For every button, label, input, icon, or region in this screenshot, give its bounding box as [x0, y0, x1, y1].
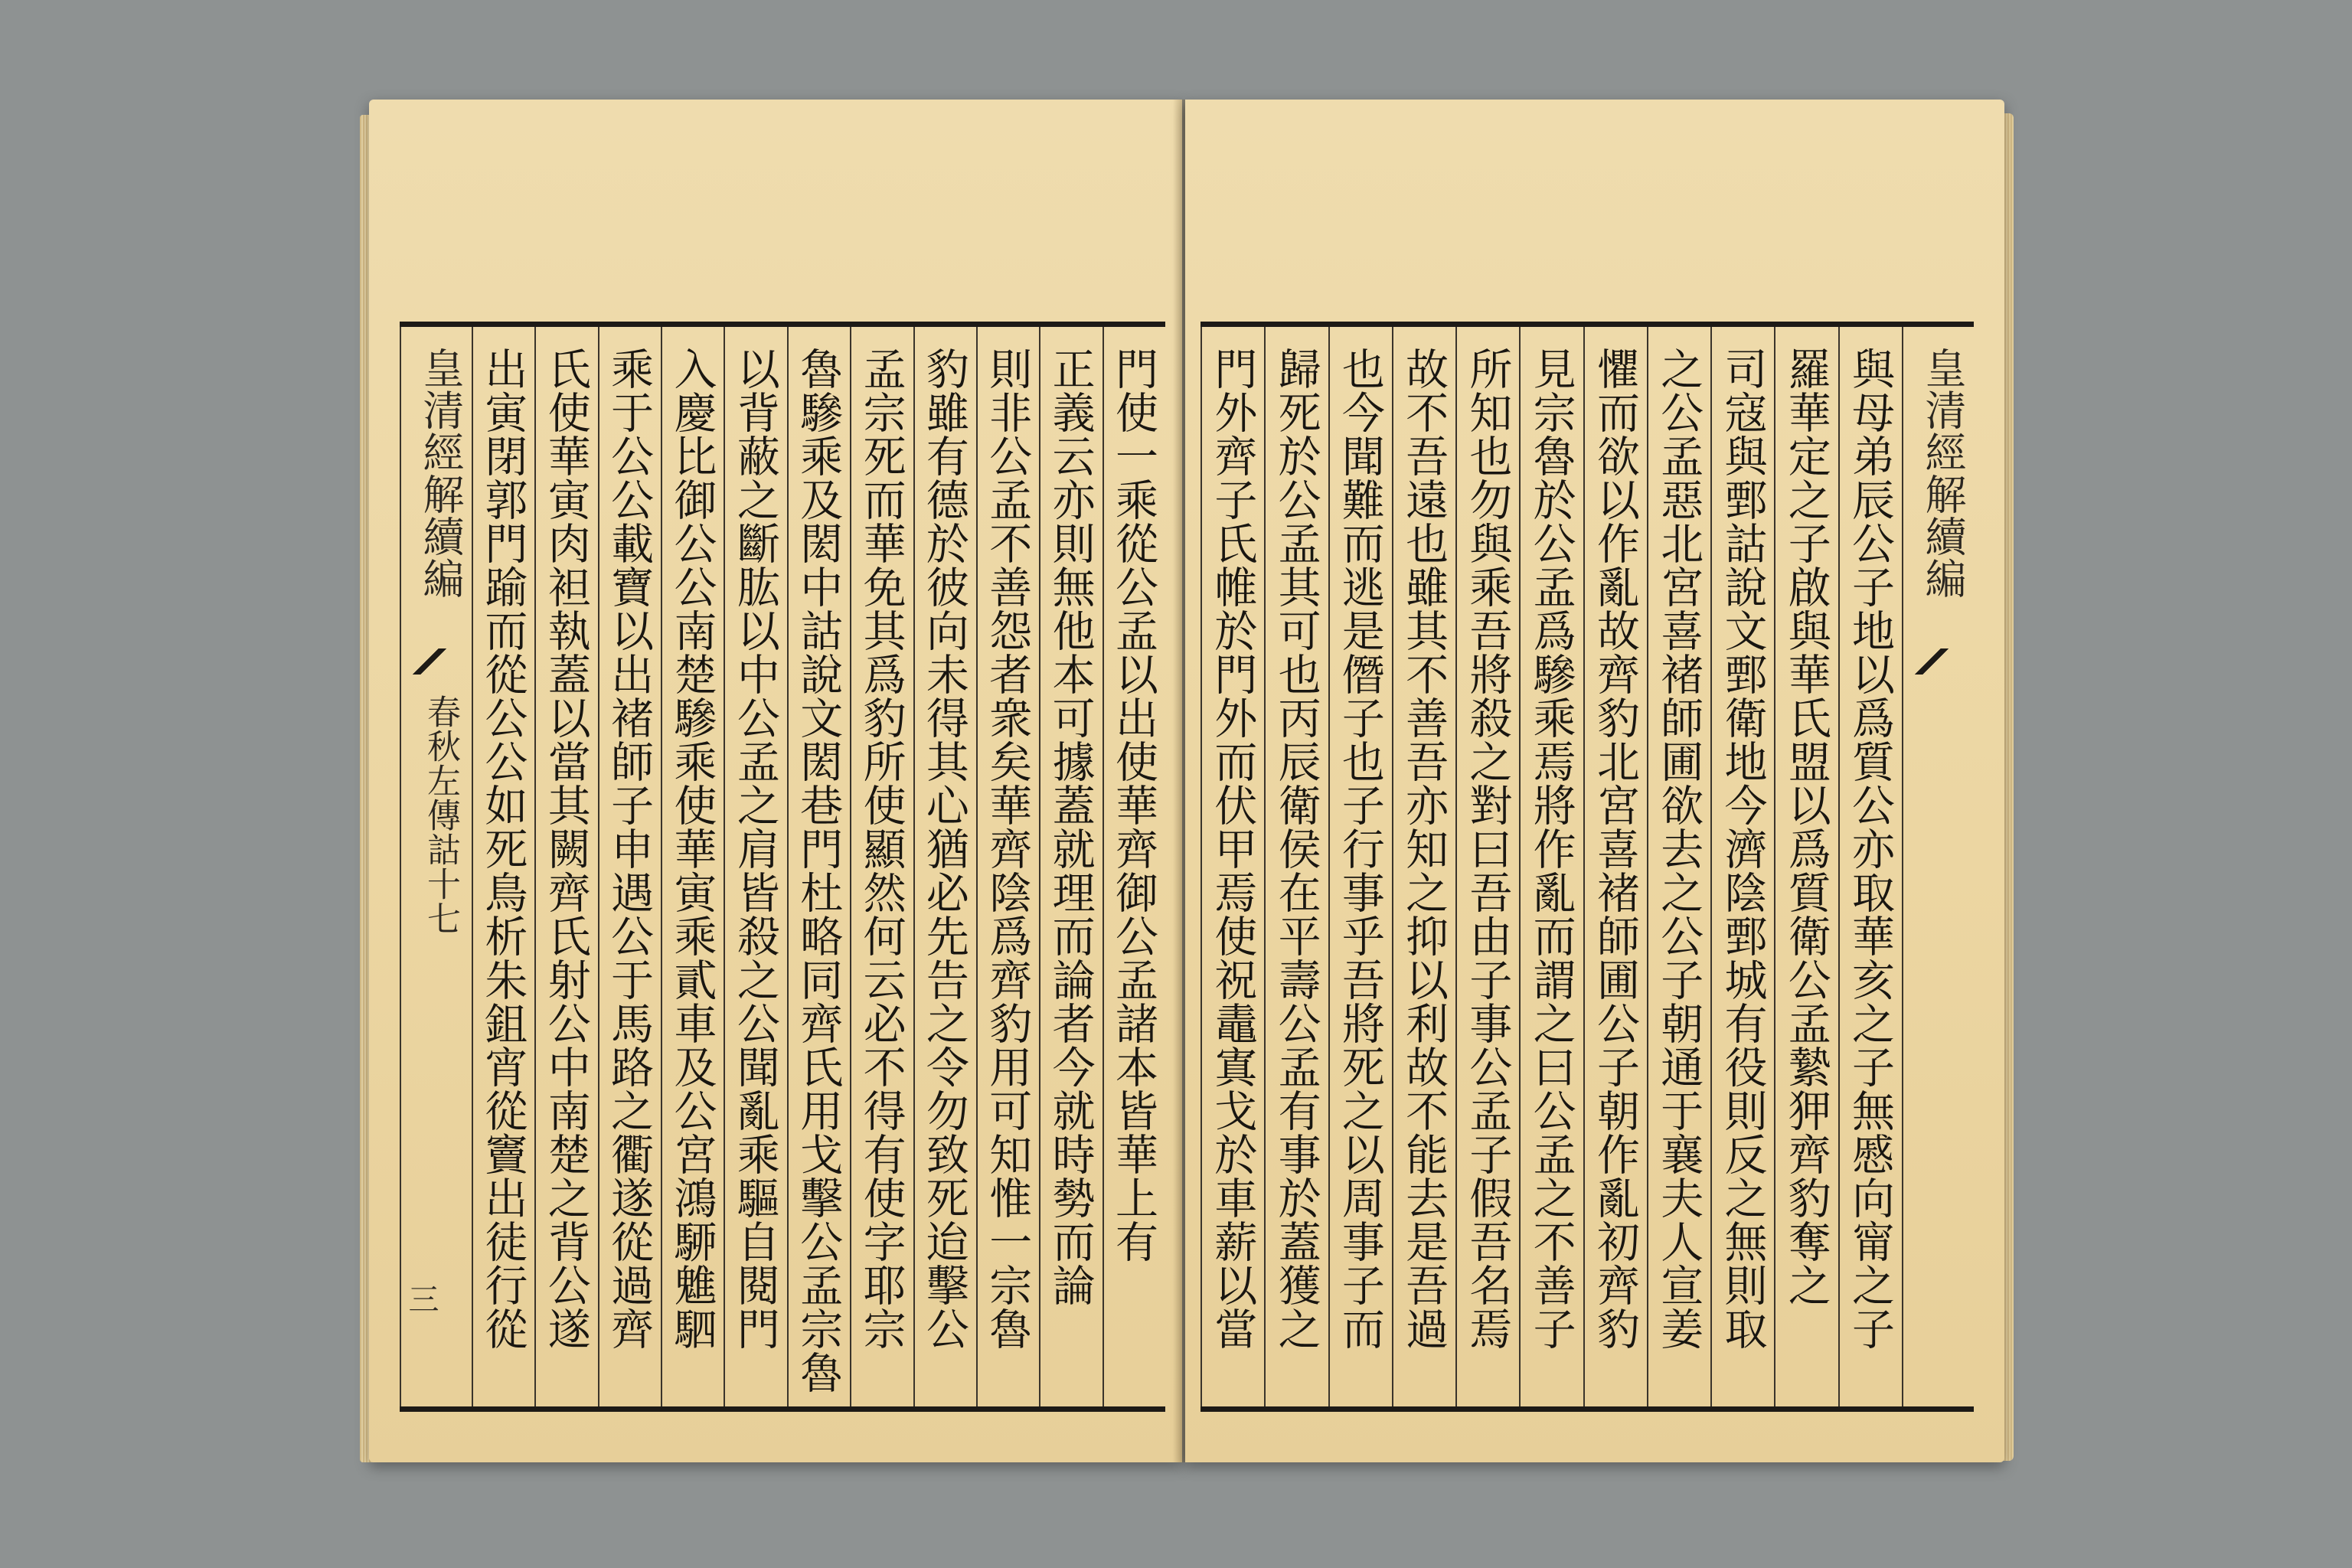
text-column: 門使一乘從公孟以出使華齊御公孟諸本皆華上有 — [1102, 327, 1165, 1406]
right-text-frame — [1200, 322, 1974, 1412]
left-columns — [400, 327, 1165, 1406]
text-column: 懼而欲以作亂故齊豹北宮喜褚師圃公子朝作亂初齊豹 — [1583, 327, 1647, 1406]
text-column: 也今聞難而逃是僭子也子行事乎吾將死之以周事子而 — [1328, 327, 1392, 1406]
text-column: 孟宗死而華免其爲豹所使顯然何云必不得有使字耶宗 — [850, 327, 913, 1406]
right-page — [1185, 100, 2004, 1462]
page-number: 三 — [403, 1283, 439, 1315]
text-column: 歸死於公孟其可也丙辰衛侯在平壽公孟有事於蓋獲之 — [1264, 327, 1328, 1406]
text-column: 以背蔽之斷肱以中公孟之肩皆殺之公聞亂乘驅自閱門 — [724, 327, 786, 1406]
text-column: 門外齊子氏帷於門外而伏甲焉使祝鼃寘戈於車薪以當 — [1200, 327, 1264, 1406]
left-page — [369, 100, 1182, 1462]
text-column: 魯驂乘及閎中詁說文閎巷門杜略同齊氏用戈擊公孟宗魯 — [787, 327, 850, 1406]
text-column: 正義云亦則無他本可據蓋就理而論者今就時勢而論 — [1039, 327, 1102, 1406]
margin-column — [400, 327, 472, 1406]
text-column: 司寇與鄄詁說文鄄衛地今濟陰鄄城有役則反之無則取 — [1710, 327, 1774, 1406]
text-column: 出寅閉郭門踰而從公公如死鳥析朱鉏宵從竇出徒行從 — [472, 327, 534, 1406]
text-column: 豹雖有德於彼向未得其心猶必先告之令勿致死迨擊公 — [913, 327, 976, 1406]
fishtail-mark — [403, 648, 456, 675]
text-column: 則非公孟不善怨者衆矣華齊陰爲齊豹用可知惟一宗魯 — [976, 327, 1039, 1406]
margin-column — [1902, 327, 1974, 1406]
text-column: 與母弟辰公子地以爲質公亦取華亥之子無慼向甯之子 — [1838, 327, 1902, 1406]
text-column: 故不吾遠也雖其不善吾亦知之抑以利故不能去是吾過 — [1392, 327, 1455, 1406]
margin-title: 皇清經解續編 — [1919, 347, 1967, 599]
text-column: 羅華定之子啟與華氏盟以爲質衛公孟縶狎齊豹奪之 — [1774, 327, 1838, 1406]
text-column: 氏使華寅肉袒執蓋以當其闕齊氏射公中南楚之背公遂 — [534, 327, 597, 1406]
left-text-frame — [400, 322, 1165, 1412]
text-column: 乘于公公載寶以出褚師子申遇公于馬路之衢遂從過齊 — [598, 327, 661, 1406]
margin-title: 皇清經解續編 — [416, 347, 466, 599]
text-column: 入慶比御公公南楚驂乘使華寅乘貳車及公宮鴻駵魋駟 — [661, 327, 724, 1406]
text-column: 見宗魯於公孟爲驂乘焉將作亂而謂之曰公孟之不善子 — [1519, 327, 1583, 1406]
open-book — [360, 92, 2014, 1470]
text-column: 之公孟惡北宮喜褚師圃欲去之公子朝通于襄夫人宣姜 — [1647, 327, 1710, 1406]
fishtail-mark — [1905, 648, 1958, 675]
margin-subtitle: 春秋左傳詁十七 — [421, 694, 461, 936]
right-columns — [1200, 327, 1974, 1406]
text-column: 所知也勿與乘吾將殺之對曰吾由子事公孟子假吾名焉 — [1455, 327, 1519, 1406]
